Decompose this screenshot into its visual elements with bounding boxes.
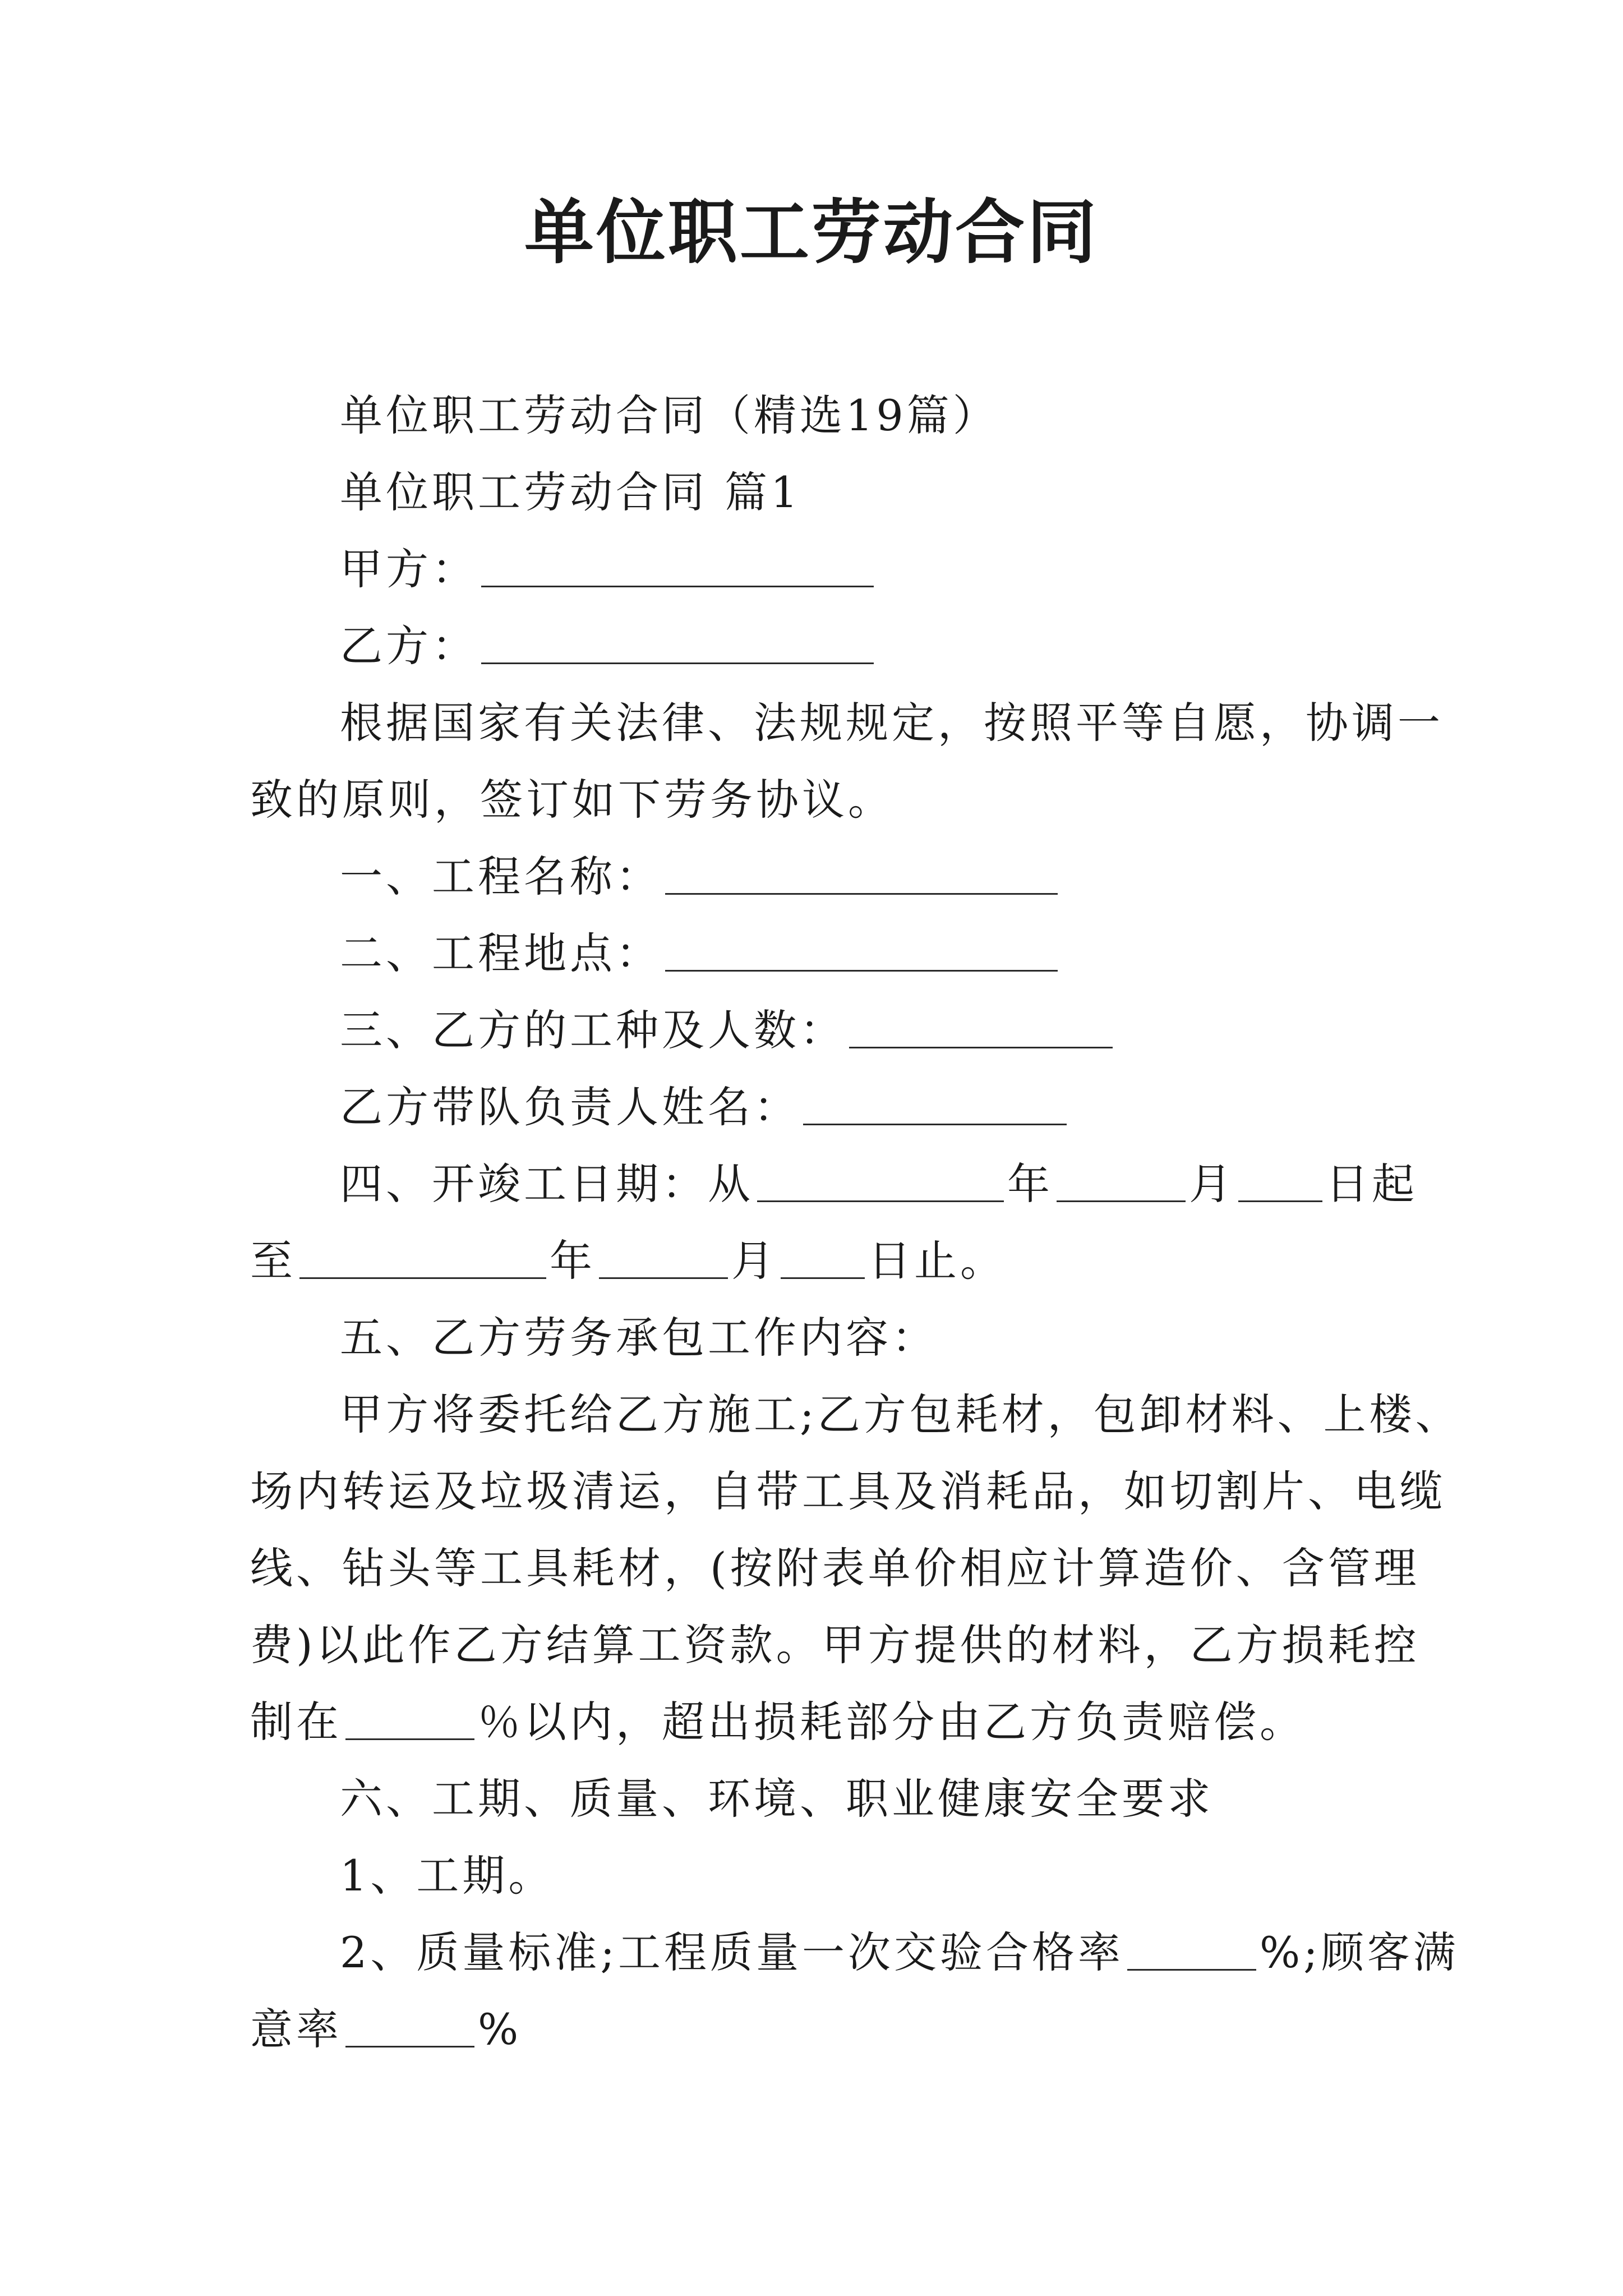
month-label-end: 月 [731,1236,777,1286]
item5-line-5 [250,1683,1394,1760]
party-a-label: 甲方： [340,544,478,594]
date-prefix: 四、开竣工日期：从 [340,1159,754,1209]
end-day-blank [781,1244,865,1279]
leader-label: 乙方带队负责人姓名： [340,1082,800,1132]
item5-line-1: 甲方将委托给乙方施工;乙方包耗材，包卸材料、上楼、 [340,1389,1461,1439]
party-b-line [250,608,1394,684]
item6-1: 1、工期。 [340,1851,555,1901]
to-label: 至 [250,1236,296,1286]
intro-line-2: 致的原则，签订如下劳务协议。 [250,775,894,825]
item5-line-4: 费)以此作乙方结算工资款。甲方提供的材料，乙方损耗控 [250,1620,1420,1670]
item6-2-suffix: %;顾客满 [1259,1927,1459,1977]
item3-label: 三、乙方的工种及人数： [340,1005,846,1055]
year-label-end: 年 [550,1236,596,1286]
start-month-blank [1057,1167,1186,1202]
day-start-label: 日起 [1326,1159,1418,1209]
item1-line [250,838,1394,915]
end-year-blank [299,1244,546,1279]
day-end-label: 日止。 [868,1236,1006,1286]
month-label: 月 [1189,1159,1235,1209]
item6-heading: 六、工期、质量、环境、职业健康安全要求 [340,1774,1214,1824]
item3-blank [849,1013,1113,1048]
loss-rate-blank [345,1705,474,1740]
pass-rate-blank [1127,1935,1256,1971]
item2-label: 二、工程地点： [340,928,662,978]
year-label: 年 [1007,1159,1053,1209]
document-body [250,377,1461,2068]
date-line-2 [250,1222,1394,1299]
item1-label: 一、工程名称： [340,852,662,901]
item5-line-5-prefix: 制在 [250,1697,342,1747]
start-year-blank [757,1167,1004,1202]
date-line-1 [250,1145,1418,1222]
start-day-blank [1238,1167,1322,1202]
subtitle: 单位职工劳动合同（精选19篇） [340,390,999,440]
end-month-blank [599,1244,728,1279]
party-a-blank [481,552,874,587]
party-a-line [250,531,1394,608]
item3-line [250,992,1394,1069]
item6-2-prefix: 2、质量标准;工程质量一次交验合格率 [340,1927,1124,1977]
percent-sign: % [478,2004,522,2054]
item1-blank [665,859,1058,895]
item6-2-line2-prefix: 意率 [250,2004,342,2054]
leader-blank [803,1090,1067,1125]
section-heading: 单位职工劳动合同 篇1 [340,467,801,517]
intro-line-1: 根据国家有关法律、法规规定，按照平等自愿，协调一 [340,698,1444,748]
item5-line-5-suffix: ％以内，超出损耗部分由乙方负责赔偿。 [478,1697,1306,1747]
document-title: 单位职工劳动合同 [524,192,1099,273]
leader-line [250,1069,1394,1145]
satisfaction-rate-blank [345,2012,474,2047]
party-b-label: 乙方： [340,621,478,671]
item2-line [250,915,1394,992]
item6-2-line-2 [250,1991,1394,2068]
party-b-blank [481,629,874,664]
item5-line-3: 线、钻头等工具耗材，(按附表单价相应计算造价、含管理 [250,1543,1420,1593]
item6-2-line [250,1914,1459,1991]
item5-line-2: 场内转运及垃圾清运，自带工具及消耗品，如切割片、电缆 [250,1466,1446,1516]
item5-heading: 五、乙方劳务承包工作内容： [340,1313,938,1363]
item2-blank [665,936,1058,972]
